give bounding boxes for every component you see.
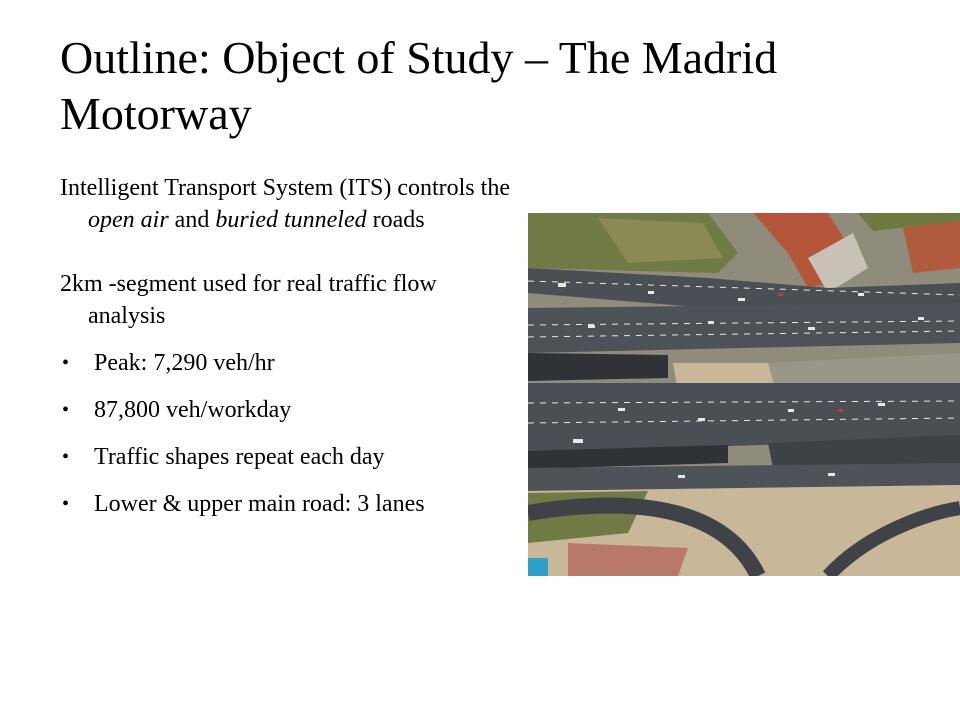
bullet-text: Lower & upper main road: 3 lanes: [94, 491, 425, 517]
bullet-dot: •: [62, 399, 70, 421]
building-roof: [568, 543, 688, 576]
bullet-text: 87,800 veh/workday: [94, 397, 292, 423]
bullet-dot: •: [62, 446, 70, 468]
slide-body: [60, 172, 512, 520]
intro-emphasis-1: open air: [88, 207, 169, 233]
bullet-text: Traffic shapes repeat each day: [94, 444, 385, 470]
bullet-item: [60, 394, 512, 426]
intro-text-1: Intelligent Transport System (ITS) controls the: [60, 175, 510, 201]
aerial-motorway-photo: [528, 213, 960, 576]
intro-text-2: and: [168, 207, 216, 233]
bullet-dot: •: [62, 352, 70, 374]
bullet-item: [60, 441, 512, 473]
segment-paragraph: 2km -segment used for real traffic flow analysis: [60, 271, 437, 329]
bullet-dot: •: [62, 493, 70, 515]
tunnel-mouth: [528, 353, 668, 381]
bullet-item: [60, 347, 512, 379]
pool: [528, 558, 548, 576]
intro-text-3: roads: [366, 207, 425, 233]
slide-title: Outline: Object of Study – The Madrid Motorway: [60, 32, 778, 139]
intro-emphasis-2: buried tunneled: [215, 207, 367, 233]
bullet-text: Peak: 7,290 veh/hr: [94, 350, 275, 376]
bullet-list: [60, 347, 512, 520]
bullet-item: [60, 488, 512, 520]
intro-paragraph: [60, 172, 512, 236]
aerial-photo-drawing: [528, 213, 960, 576]
